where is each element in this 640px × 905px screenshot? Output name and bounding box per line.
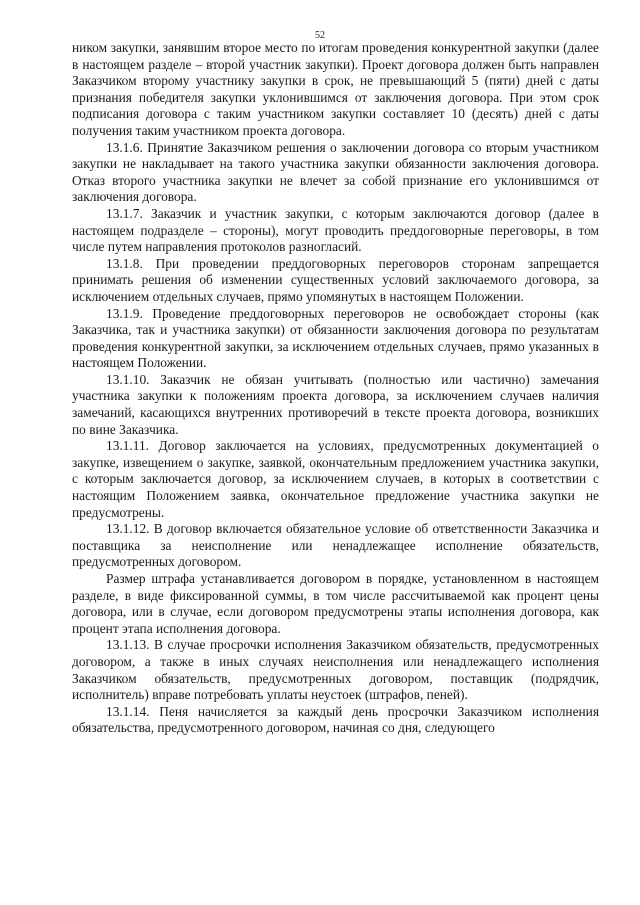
paragraph-continuation: ником закупки, занявшим второе место по итогам проведения конкурентной закупки (далее в настоящем разделе – второй участник закупки). Проект договора должен быть направлен Заказчиком второму участнику закупки в срок, не превышающий 5 (пяти) дней с даты признания победителя закупки уклонившимся от заключения договора. При этом срок подписания договора с таким участником закупки составляет 10 (десять) дней с даты получения таким участником проекта договора. xyxy=(72,40,599,138)
fine-amount-paragraph: Размер штрафа устанавливается договором в порядке, установленном в настоящем разделе, в виде фиксированной суммы, в том числе рассчитываемой как процент цены договора, или в случае, если договором предусмотрены этапы исполнения договора, как процент этапа исполнения договора. xyxy=(72,571,599,636)
clause-13-1-14: 13.1.14. Пеня начисляется за каждый день просрочки Заказчиком исполнения обязательства, предусмотренного договором, начиная со дня, следующего xyxy=(72,703,599,736)
clause-13-1-9: 13.1.9. Проведение преддоговорных переговоров не освобождает стороны (как Заказчика, так и участника закупки) от обязанности заключения договора по результатам проведения конкурентной закупки, за исключением отдельных случаев, прямо указанных в настоящем Положении. xyxy=(72,305,599,371)
page-number: 52 xyxy=(315,30,325,41)
clause-13-1-10: 13.1.10. Заказчик не обязан учитывать (полностью или частично) замечания участника закупки к положениям проекта договора, за исключением случаев наличия замечаний, касающихся внутренних противоречий в тексте проекта договора, возникших по вине Заказчика. xyxy=(72,371,599,437)
clause-13-1-6: 13.1.6. Принятие Заказчиком решения о заключении договора со вторым участником закупки не накладывает на такого участника закупки обязанности заключения договора. Отказ второго участника закупки не влечет за собой признание его уклонившимся от заключения договора. xyxy=(72,139,599,205)
body-text xyxy=(72,40,599,737)
clause-13-1-13: 13.1.13. В случае просрочки исполнения Заказчиком обязательств, предусмотренных договором, а также в иных случаях неисполнения или ненадлежащего исполнения Заказчиком обязательств, предусмотренных договором, поставщик (подрядчик, исполнитель) вправе потребовать уплаты неустоек (штрафов, пеней). xyxy=(72,637,599,703)
clause-13-1-8: 13.1.8. При проведении преддоговорных переговоров сторонам запрещается принимать решения об изменении существенных условий заключаемого договора, за исключением отдельных случаев, прямо упомянутых в настоящем Положении. xyxy=(72,255,599,304)
clause-13-1-12: 13.1.12. В договор включается обязательное условие об ответственности Заказчика и поставщика за неисполнение или ненадлежащее исполнение обязательств, предусмотренных договором. xyxy=(72,521,599,570)
clause-13-1-7: 13.1.7. Заказчик и участник закупки, с которым заключаются договор (далее в настоящем подразделе – стороны), могут проводить преддоговорные переговоры, в том числе путем направления протоколов разногласий. xyxy=(72,205,599,255)
clause-13-1-11: 13.1.11. Договор заключается на условиях, предусмотренных документацией о закупке, извещением о закупке, заявкой, окончательным предложением участника закупки, с которым заключается договор, за исключением случаев, в которых в соответствии с настоящим Положением заявка, окончательное предложение участника закупки не предусмотрены. xyxy=(72,438,599,520)
